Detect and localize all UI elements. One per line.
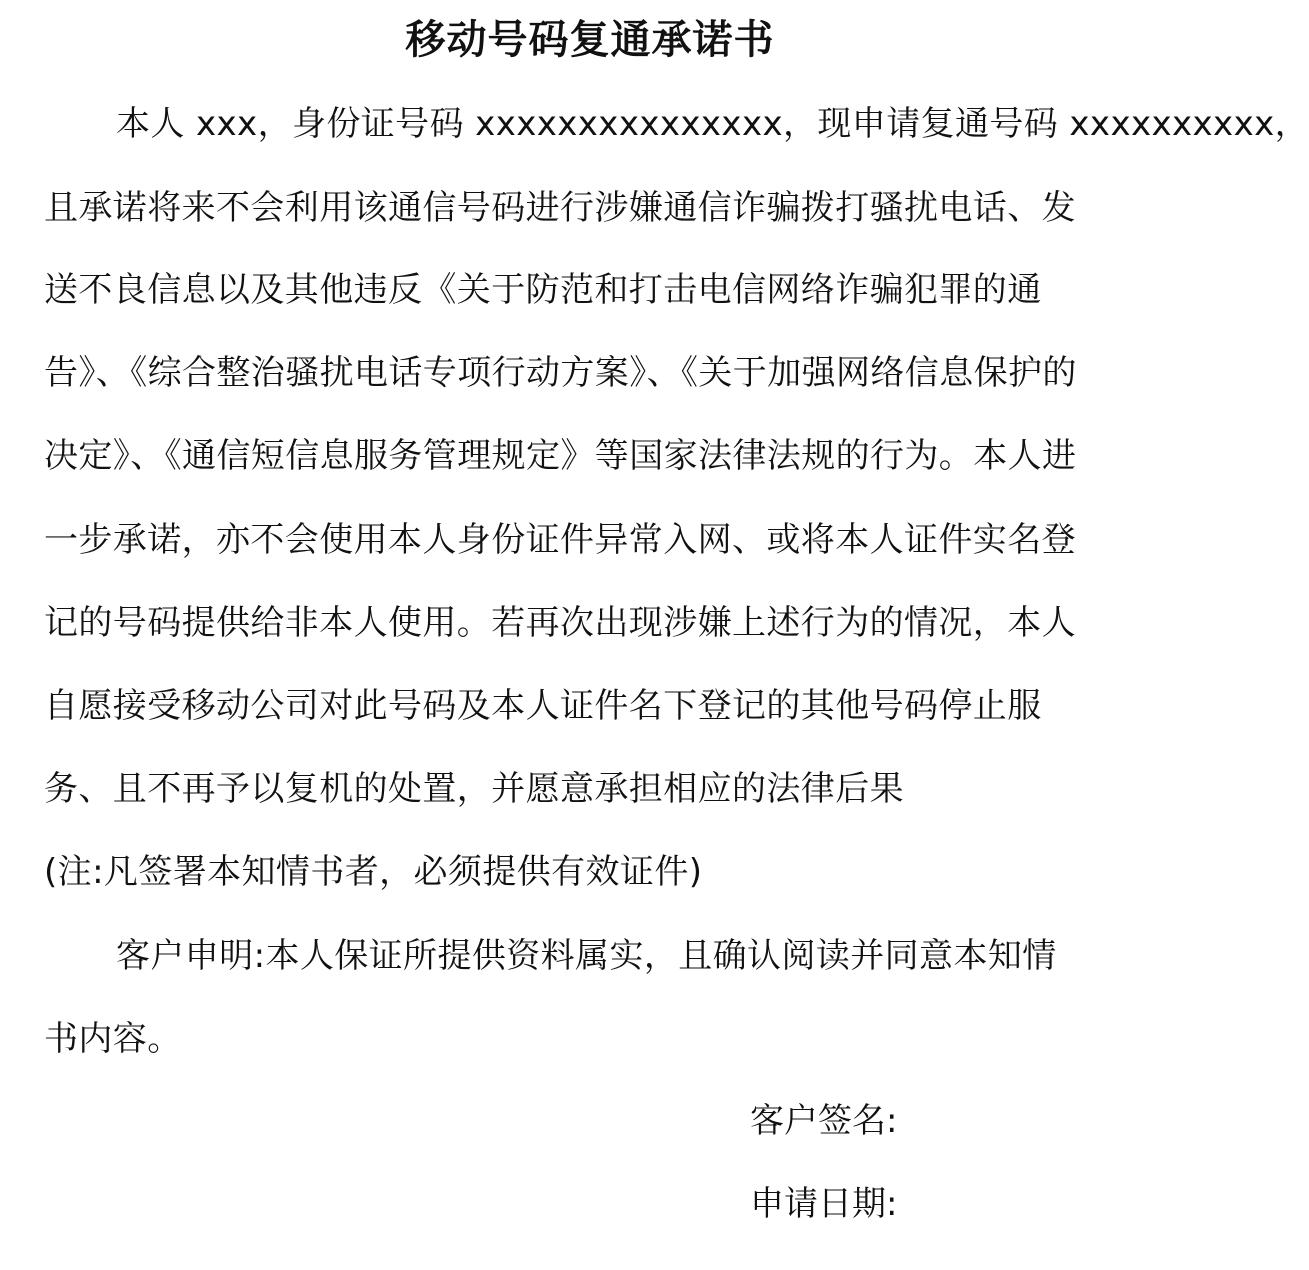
paragraph-line: 务、且不再予以复机的处置，并愿意承担相应的法律后果 [44,769,904,809]
paragraph-line: 本人 xxx，身份证号码 xxxxxxxxxxxxxxx，现申请复通号码 xxxxxxxxxx， [116,104,1309,144]
paragraph-line: 决定》、《通信短信息服务管理规定》等国家法律法规的行为。本人进 [44,436,1077,476]
paragraph-line: 自愿接受移动公司对此号码及本人证件名下登记的其他号码停止服 [44,686,1042,726]
declaration-line: 书内容。 [44,1019,182,1059]
note-line: (注:凡签署本知情书者，必须提供有效证件) [44,852,703,892]
document-title: 移动号码复通承诺书 [405,16,775,63]
declaration-line: 客户申明:本人保证所提供资料属实，且确认阅读并同意本知情 [116,936,1057,976]
paragraph-line: 且承诺将来不会利用该通信号码进行涉嫌通信诈骗拨打骚扰电话、发 [44,188,1076,228]
paragraph-line: 送不良信息以及其他违反《关于防范和打击电信网络诈骗犯罪的通 [44,270,1042,310]
paragraph-line: 告》、《综合整治骚扰电话专项行动方案》、《关于加强网络信息保护的 [44,353,1077,393]
paragraph-line: 一步承诺，亦不会使用本人身份证件异常入网、或将本人证件实名登 [44,520,1076,560]
signature-label: 客户签名: [750,1101,898,1141]
date-label: 申请日期: [750,1184,898,1224]
paragraph-line: 记的号码提供给非本人使用。若再次出现涉嫌上述行为的情况，本人 [44,603,1076,643]
